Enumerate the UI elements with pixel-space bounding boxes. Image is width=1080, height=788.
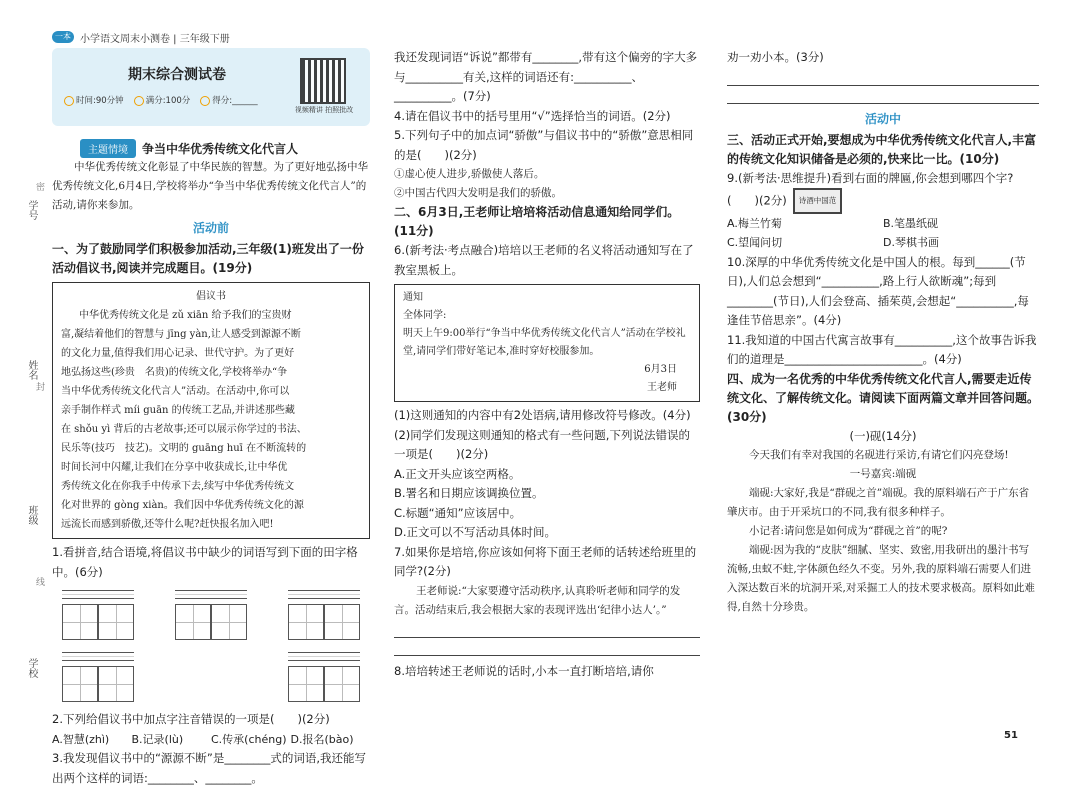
option-b[interactable]: B.记录(lù) bbox=[131, 732, 184, 746]
question-5: 5.下列句子中的加点词“骄傲”与倡议书中的“骄傲”意思相同的是( )(2分) bbox=[394, 128, 694, 162]
seal-mark: 密 bbox=[36, 183, 46, 193]
question-3: 3.我发现倡议书中的“源源不断”是________式的词语,我还能写出两个这样的词语:________、________。 bbox=[52, 751, 367, 785]
question-6-1: (1)这则通知的内容中有2处语病,请用修改符号修改。(4分) bbox=[394, 408, 691, 422]
question-2: 2.下列给倡议书中加点字注音错误的一项是( )(2分) bbox=[52, 712, 330, 726]
letter-line: 远流长而感到骄傲,还等什么呢?赶快报名加入吧! bbox=[61, 519, 274, 530]
passage-paragraph: 今天我们有幸对我国的名砚进行采访,有请它们闪亮登场! bbox=[749, 449, 1009, 461]
notice-signature: 王老师 bbox=[647, 382, 677, 393]
medal-icon bbox=[200, 96, 210, 106]
letter-line: 化对世界的 gòng xiàn。我们因中华优秀传统文化的源 bbox=[61, 500, 304, 511]
option-a[interactable]: A.智慧(zhì) bbox=[52, 732, 110, 746]
clock-icon bbox=[64, 96, 74, 106]
passage-paragraph: 端砚:因为我的“皮肤”细腻、坚实、致密,用我研出的墨汁书写流畅,虫蚁不蛀,字体颜色经久不变。另外,我的原料端石需要人们进入深达数百米的坑洞开采,对采掘工人的技术要求极高。原料如此难得,自然十分珍贵。 bbox=[727, 544, 1035, 613]
letter-line: 在 shǒu yì 背后的古老故事;还可以展示你学过的书法、 bbox=[61, 424, 307, 435]
column-left bbox=[52, 48, 370, 788]
question-1: 1.看拼音,结合语境,将倡议书中缺少的词语写到下面的田字格中。(6分) bbox=[52, 545, 358, 579]
letter-line: 地弘扬这些(珍贵 名贵)的传统文化,学校将举办“争 bbox=[61, 367, 288, 378]
letter-line: 亲手制作样式 míi guān 的传统工艺品,并讲述那些藏 bbox=[61, 405, 295, 416]
letter-line: 中华优秀传统文化是 zǔ xiān 给予我们的宝贵财 bbox=[79, 310, 292, 321]
option-d[interactable]: D.报名(bào) bbox=[290, 732, 354, 746]
option-c[interactable]: C.传承(chéng) bbox=[211, 732, 287, 746]
pinyin-line bbox=[62, 590, 134, 599]
exam-header bbox=[52, 48, 370, 126]
brand-logo: 一本 bbox=[52, 31, 74, 43]
letter-line: 的文化力量,值得我们用心记录、世代守护。为了更好 bbox=[61, 348, 295, 359]
proposal-letter bbox=[52, 282, 370, 539]
letter-line: 富,凝结着他们的智慧与 jīng yàn,让人感受到源源不断 bbox=[61, 329, 301, 340]
time-info: 时间:90分钟 bbox=[64, 94, 124, 106]
grid-cell[interactable] bbox=[62, 604, 98, 640]
student-id-label: 学号 bbox=[26, 200, 37, 220]
qr-code-icon[interactable] bbox=[300, 58, 346, 104]
question-8: 8.培培转述王老师说的话时,小本一直打断培培,请你 bbox=[394, 663, 654, 678]
name-label: 姓名 bbox=[26, 360, 37, 380]
notice-box bbox=[394, 284, 700, 402]
tianzige-grid[interactable] bbox=[288, 652, 360, 702]
theme-banner bbox=[52, 138, 370, 158]
answer-line[interactable] bbox=[394, 644, 700, 656]
book-header bbox=[52, 28, 230, 46]
question-6: 6.(新考法·考点融合)培培以王老师的名义将活动通知写在了教室黑板上。 bbox=[394, 243, 694, 277]
column-middle bbox=[394, 48, 700, 681]
activity-before-heading: 活动前 bbox=[192, 221, 229, 235]
grid-cell[interactable] bbox=[211, 604, 247, 640]
column-right bbox=[727, 48, 1039, 617]
grid-cell[interactable] bbox=[288, 604, 324, 640]
binding-margin bbox=[0, 50, 46, 764]
grid-cell[interactable] bbox=[324, 666, 360, 702]
passage-title: (一)砚(14分) bbox=[849, 428, 917, 443]
letter-line: 当中华优秀传统文化代言人”活动。在活动中,你可以 bbox=[61, 386, 290, 397]
q5-sentence-1: ①虚心使人进步,骄傲使人落后。 bbox=[394, 168, 545, 180]
guest-heading: 一号嘉宾:端砚 bbox=[849, 468, 917, 480]
question-10: 10.深厚的中华优秀传统文化是中国人的根。每到______(节日),人们总会想到“__________,路上行人欲断魂”;每到________(节日),人们会登高、插茱萸,会想起“__________,每逢佳节倍思亲”。(4分) bbox=[727, 254, 1029, 327]
tianzige-grid[interactable] bbox=[175, 590, 247, 640]
grid-cell[interactable] bbox=[288, 666, 324, 702]
score-info: 满分:100分 bbox=[134, 94, 191, 106]
question-11: 11.我知道的中国古代寓言故事有__________,这个故事告诉我们的道理是________________________。(4分) bbox=[727, 332, 1037, 366]
theme-pill: 主题情境 bbox=[80, 139, 136, 158]
grid-cell[interactable] bbox=[98, 666, 134, 702]
q6-option-c[interactable]: C.标题“通知”应该居中。 bbox=[394, 505, 522, 520]
letter-line: 时间长河中闪耀,让我们在分享中收获成长,让中华优 bbox=[61, 462, 288, 473]
pinyin-line bbox=[175, 590, 247, 599]
q6-option-b[interactable]: B.署名和日期应该调换位置。 bbox=[394, 486, 544, 500]
writing-grids bbox=[52, 648, 370, 706]
exam-meta bbox=[64, 94, 258, 106]
grid-cell[interactable] bbox=[98, 604, 134, 640]
answer-line[interactable] bbox=[394, 626, 700, 638]
q6-option-a[interactable]: A.正文开头应该空两格。 bbox=[394, 466, 521, 481]
pinyin-line bbox=[288, 590, 360, 599]
option-c[interactable]: C.望闻问切 bbox=[727, 236, 783, 249]
q6-option-d[interactable]: D.正文可以不写活动具体时间。 bbox=[394, 525, 557, 539]
question-4: 4.请在倡议书中的括号里用“√”选择恰当的词语。(2分) bbox=[394, 108, 671, 123]
question-9-options bbox=[727, 214, 1039, 253]
score-icon bbox=[134, 96, 144, 106]
seal-mark: 封 bbox=[36, 383, 46, 393]
pinyin-line bbox=[62, 652, 134, 661]
option-d[interactable]: D.琴棋书画 bbox=[883, 236, 939, 249]
grid-cell[interactable] bbox=[62, 666, 98, 702]
theme-title: 争当中华优秀传统文化代言人 bbox=[142, 141, 299, 156]
question-6-2: (2)同学们发现这则通知的格式有一些问题,下列说法错误的一项是( )(2分) bbox=[394, 427, 690, 461]
section-3-heading: 三、活动正式开始,要想成为中华优秀传统文化代言人,丰富的传统文化知识储备是必须的,快来比一比。(10分) bbox=[727, 132, 1037, 166]
question-3-continued: 我还发现词语“诉说”都带有________,带有这个偏旁的字大多与__________有关,这样的词语还有:__________、__________。(7分) bbox=[394, 50, 698, 103]
section-2-heading: 二、6月3日,王老师让培培将活动信息通知给同学们。(11分) bbox=[394, 205, 680, 238]
writing-grids bbox=[52, 586, 370, 644]
school-label: 学校 bbox=[26, 658, 37, 678]
intro-paragraph: 中华优秀传统文化彰显了中华民族的智慧。为了更好地弘扬中华优秀传统文化,6月4日,学校将举办“争当中华优秀传统文化代言人”的活动,请你来参加。 bbox=[52, 161, 368, 211]
pinyin-line bbox=[288, 652, 360, 661]
question-7: 7.如果你是培培,你应该如何将下面王老师的话转述给班里的同学?(2分) bbox=[394, 544, 697, 578]
notice-body: 明天上午9:00举行“争当中华优秀传统文化代言人”活动在学校礼堂,请同学们带好笔记本,准时穿好校服参加。 bbox=[403, 328, 686, 357]
teacher-quote: 王老师说:“大家要遵守活动秩序,认真聆听老师和同学的发言。活动结束后,我会根据大家的表现评选出‘纪律小达人’。” bbox=[394, 584, 681, 616]
grid-cell[interactable] bbox=[175, 604, 211, 640]
qr-caption: 视频精讲 拍照批改 bbox=[294, 106, 354, 114]
section-1-heading: 一、为了鼓励同学们积极参加活动,三年级(1)班发出了一份活动倡议书,阅读并完成题目。(19分) bbox=[52, 242, 364, 275]
class-label: 班级 bbox=[26, 505, 37, 525]
answer-line[interactable] bbox=[727, 74, 1039, 86]
letter-line: 秀传统文化在你我手中传承下去,续写中华优秀传统文 bbox=[61, 481, 295, 492]
question-8-continued: 劝一劝小本。(3分) bbox=[727, 50, 824, 64]
grid-cell[interactable] bbox=[324, 604, 360, 640]
notice-greeting: 全体同学: bbox=[403, 310, 447, 321]
question-2-options bbox=[52, 730, 370, 750]
option-a[interactable]: A.梅兰竹菊 bbox=[727, 216, 782, 230]
passage-paragraph: 小记者:请问您是如何成为“群砚之首”的呢? bbox=[749, 525, 948, 537]
section-4-heading: 四、成为一名优秀的中华优秀传统文化代言人,需要走近传统文化、了解传统文化。请阅读下面两篇文章并回答问题。(30分) bbox=[727, 371, 1040, 424]
exam-title: 期末综合测试卷 bbox=[128, 67, 226, 83]
passage-paragraph: 端砚:大家好,我是“群砚之首”端砚。我的原料端石产于广东省肇庆市。由于开采坑口的不同,我有很多种样子。 bbox=[727, 487, 1030, 518]
activity-middle-heading: 活动中 bbox=[864, 111, 901, 126]
book-title: 小学语文周末小测卷 | 三年级下册 bbox=[80, 33, 230, 45]
letter-line: 民乐等(技巧 技艺)。文明的 guāng huī 在不断流转的 bbox=[61, 443, 307, 454]
seal-mark: 线 bbox=[36, 578, 46, 588]
tianzige-grid[interactable] bbox=[288, 590, 360, 640]
option-b[interactable]: B.笔墨纸砚 bbox=[883, 216, 939, 230]
plaque-image: 诗酒中国范 bbox=[793, 188, 843, 214]
tianzige-grid[interactable] bbox=[62, 590, 134, 640]
tianzige-grid[interactable] bbox=[62, 652, 134, 702]
answer-line[interactable] bbox=[727, 92, 1039, 104]
q5-sentence-2: ②中国古代四大发明是我们的骄傲。 bbox=[394, 187, 562, 199]
page-number: 51 bbox=[1004, 730, 1018, 741]
question-9: 9.(新考法·思维提升)看到右面的牌匾,你会想到哪四个字?( )(2分) 诗酒中国范 bbox=[727, 169, 1039, 214]
got-score: 得分:______ bbox=[200, 94, 257, 106]
notice-title: 通知 bbox=[403, 292, 423, 303]
letter-title: 倡议书 bbox=[196, 291, 226, 302]
notice-date: 6月3日 bbox=[644, 364, 677, 375]
